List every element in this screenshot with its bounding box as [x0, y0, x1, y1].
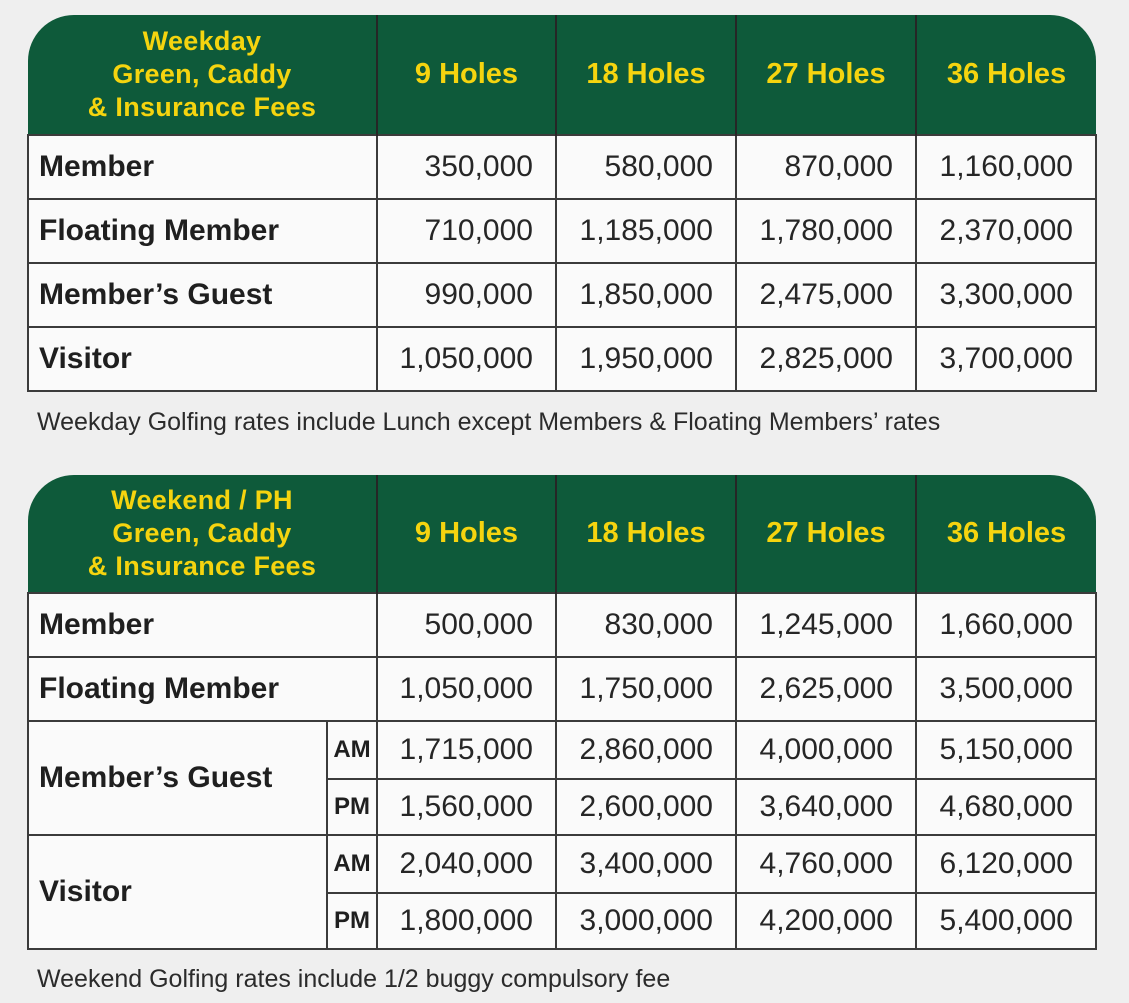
column-header: 18 Holes: [556, 15, 736, 135]
table-row: [28, 263, 1096, 327]
column-header: 36 Holes: [916, 15, 1096, 135]
corner-line: Green, Caddy: [112, 518, 292, 548]
fee-cell: 1,560,000: [377, 779, 556, 835]
session-tag: AM: [327, 835, 377, 893]
weekend-corner-header: [28, 475, 377, 593]
fee-cell: 1,780,000: [736, 199, 916, 263]
fee-cell: 3,000,000: [556, 893, 736, 949]
fee-cell: 580,000: [556, 135, 736, 199]
row-label: Member’s Guest: [28, 263, 377, 327]
fee-cell: 990,000: [377, 263, 556, 327]
fee-cell: 2,860,000: [556, 721, 736, 779]
weekday-header-row: [28, 15, 1096, 135]
fee-cell: 4,680,000: [916, 779, 1096, 835]
corner-line: & Insurance Fees: [87, 551, 317, 581]
fee-cell: 1,950,000: [556, 327, 736, 391]
fee-cell: 830,000: [556, 593, 736, 657]
row-label: Floating Member: [28, 657, 377, 721]
weekend-header-row: [28, 475, 1096, 593]
column-header: 9 Holes: [377, 475, 556, 593]
table-row: [28, 327, 1096, 391]
corner-line: Weekend / PH: [111, 485, 293, 515]
fee-cell: 1,245,000: [736, 593, 916, 657]
column-header: 36 Holes: [916, 475, 1096, 593]
fee-cell: 710,000: [377, 199, 556, 263]
fee-cell: 1,800,000: [377, 893, 556, 949]
column-header: 18 Holes: [556, 475, 736, 593]
table-row: [28, 135, 1096, 199]
fee-cell: 1,850,000: [556, 263, 736, 327]
fee-cell: 2,040,000: [377, 835, 556, 893]
fee-cell: 870,000: [736, 135, 916, 199]
fee-cell: 1,160,000: [916, 135, 1096, 199]
fee-cell: 2,370,000: [916, 199, 1096, 263]
fee-cell: 5,150,000: [916, 721, 1096, 779]
fee-cell: 1,750,000: [556, 657, 736, 721]
fee-cell: 1,050,000: [377, 327, 556, 391]
fee-cell: 4,000,000: [736, 721, 916, 779]
corner-line: & Insurance Fees: [87, 92, 317, 122]
fee-cell: 3,400,000: [556, 835, 736, 893]
fee-cell: 1,050,000: [377, 657, 556, 721]
fee-cell: 1,660,000: [916, 593, 1096, 657]
row-label: Member: [28, 593, 377, 657]
row-label: Visitor: [28, 835, 327, 949]
column-header: 9 Holes: [377, 15, 556, 135]
fee-cell: 5,400,000: [916, 893, 1096, 949]
session-tag: AM: [327, 721, 377, 779]
fee-cell: 4,760,000: [736, 835, 916, 893]
row-label: Floating Member: [28, 199, 377, 263]
corner-line: Green, Caddy: [112, 59, 292, 89]
row-label: Member: [28, 135, 377, 199]
fee-cell: 3,700,000: [916, 327, 1096, 391]
fee-cell: 1,715,000: [377, 721, 556, 779]
row-label: Member’s Guest: [28, 721, 327, 835]
fee-cell: 350,000: [377, 135, 556, 199]
fee-cell: 6,120,000: [916, 835, 1096, 893]
weekday-note: Weekday Golfing rates include Lunch except Members & Floating Members’ rates: [37, 408, 941, 436]
fee-cell: 4,200,000: [736, 893, 916, 949]
table-row: [28, 593, 1096, 657]
fee-cell: 1,185,000: [556, 199, 736, 263]
fee-cell: 2,600,000: [556, 779, 736, 835]
fee-cell: 3,300,000: [916, 263, 1096, 327]
fee-cell: 500,000: [377, 593, 556, 657]
table-row: [28, 721, 1096, 779]
weekday-corner-header: [28, 15, 377, 135]
weekend-note: Weekend Golfing rates include 1/2 buggy compulsory fee: [37, 965, 671, 993]
column-header: 27 Holes: [736, 15, 916, 135]
fee-cell: 2,625,000: [736, 657, 916, 721]
table-row: [28, 657, 1096, 721]
column-header: 27 Holes: [736, 475, 916, 593]
weekday-fee-table: [27, 15, 1097, 392]
table-row: [28, 835, 1096, 893]
weekend-fee-table: [27, 475, 1097, 950]
session-tag: PM: [327, 779, 377, 835]
fee-cell: 2,475,000: [736, 263, 916, 327]
session-tag: PM: [327, 893, 377, 949]
table-row: [28, 199, 1096, 263]
fee-cell: 3,500,000: [916, 657, 1096, 721]
row-label: Visitor: [28, 327, 377, 391]
corner-line: Weekday: [142, 26, 262, 56]
fee-cell: 3,640,000: [736, 779, 916, 835]
fee-cell: 2,825,000: [736, 327, 916, 391]
